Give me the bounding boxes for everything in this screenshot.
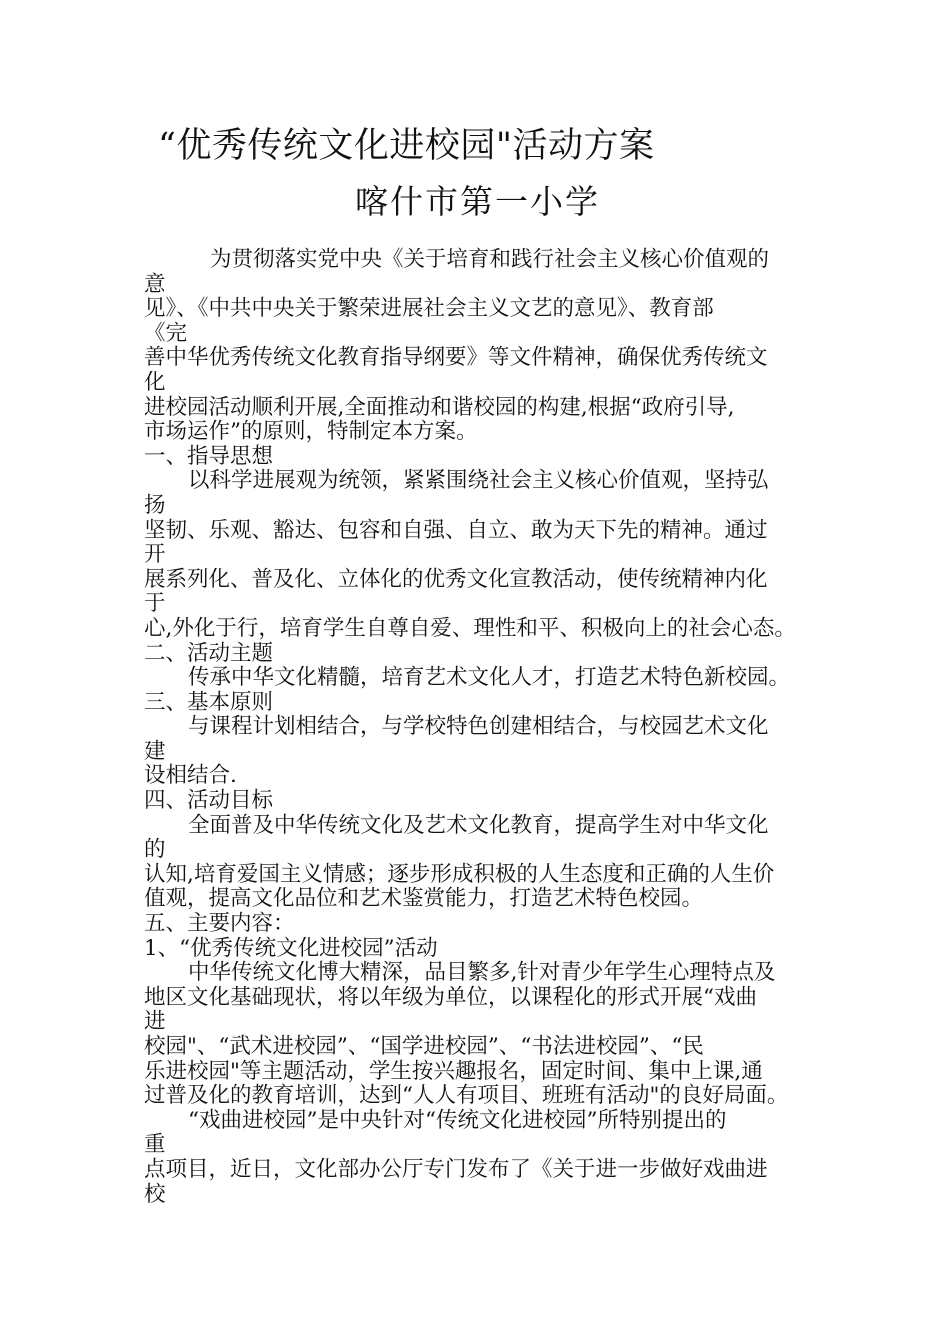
body-line: 校园"、“武术进校园”、“国学进校园”、“书法进校园”、“民 (144, 1034, 704, 1059)
document-title: “优秀传统文化进校园"活动方案 (158, 126, 655, 166)
section-heading: 一、指导思想 (144, 443, 274, 469)
body-line: 建 (144, 738, 166, 764)
body-line: 过普及化的教育培训，达到“人人有项目、班班有活动"的良好局面。 (144, 1083, 789, 1109)
body-line: 值观，提高文化品位和艺术鉴赏能力，打造艺术特色校园。 (144, 886, 704, 912)
body-line: 与课程计划相结合，与学校特色创建相结合，与校园艺术文化 (188, 714, 769, 740)
body-line: 善中华优秀传统文化教育指导纲要》等文件精神，确保优秀传统文 (144, 345, 768, 371)
body-line: 化 (144, 369, 166, 395)
subsection-heading: 1、“优秀传统文化进校园”活动 (144, 935, 438, 961)
body-line: 进 (144, 1009, 166, 1035)
body-line: 心,外化于行，培育学生自尊自爱、理性和平、积极向上的社会心态。 (144, 615, 796, 641)
body-line: 进校园活动顺利开展,全面推动和谐校园的构建,根据“政府引导, (144, 394, 735, 420)
section-heading: 二、活动主题 (144, 640, 274, 666)
body-line: 校 (144, 1181, 166, 1207)
body-line: “戏曲进校园”是中央针对“传统文化进校园”所特别提出的 (188, 1107, 727, 1133)
body-line: 坚韧、乐观、豁达、包容和自强、自立、敢为天下先的精神。通过 (144, 517, 768, 543)
body-line: 中华传统文化博大精深，品目繁多,针对青少年学生心理特点及 (188, 960, 776, 986)
body-line: 为贯彻落实党中央《关于培育和践行社会主义核心价值观的 (210, 247, 770, 272)
section-heading: 四、活动目标 (144, 788, 274, 814)
body-line: 见》、《中共中央关于繁荣进展社会主义文艺的意见》、教育部 (144, 296, 714, 322)
document-body (144, 248, 834, 1207)
section-heading: 五、主要内容： (144, 911, 295, 937)
body-line: 意 (144, 271, 166, 297)
body-line: 的 (144, 837, 166, 863)
body-line: 乐进校园"等主题活动，学生按兴趣报名，固定时间、集中上课,通 (144, 1058, 763, 1084)
body-line: 重 (144, 1132, 166, 1158)
body-line: 全面普及中华传统文化及艺术文化教育，提高学生对中华文化 (188, 812, 769, 838)
body-line: 开 (144, 542, 166, 568)
body-line: 《完 (144, 320, 188, 346)
body-line: 地区文化基础现状，将以年级为单位，以课程化的形式开展“戏曲 (144, 984, 757, 1010)
body-line: 点项目，近日，文化部办公厅专门发布了《关于进一步做好戏曲进 (144, 1156, 768, 1182)
body-line: 扬 (144, 492, 166, 518)
body-line: 传承中华文化精髓，培育艺术文化人才，打造艺术特色新校园。 (188, 665, 791, 691)
body-line: 设相结合. (144, 763, 237, 789)
body-line: 展系列化、普及化、立体化的优秀文化宣教活动，使传统精神内化 (144, 566, 768, 592)
body-line: 以科学进展观为统领，紧紧围绕社会主义核心价值观，坚持弘 (188, 468, 769, 494)
document-subtitle: 喀什市第一小学 (355, 182, 600, 221)
body-line: 市场运作”的原则，特制定本方案。 (144, 419, 478, 445)
section-heading: 三、基本原则 (144, 689, 274, 715)
body-line: 认知,培育爱国主义情感；逐步形成积极的人生态度和正确的人生价 (144, 861, 775, 887)
body-line: 于 (144, 591, 166, 617)
